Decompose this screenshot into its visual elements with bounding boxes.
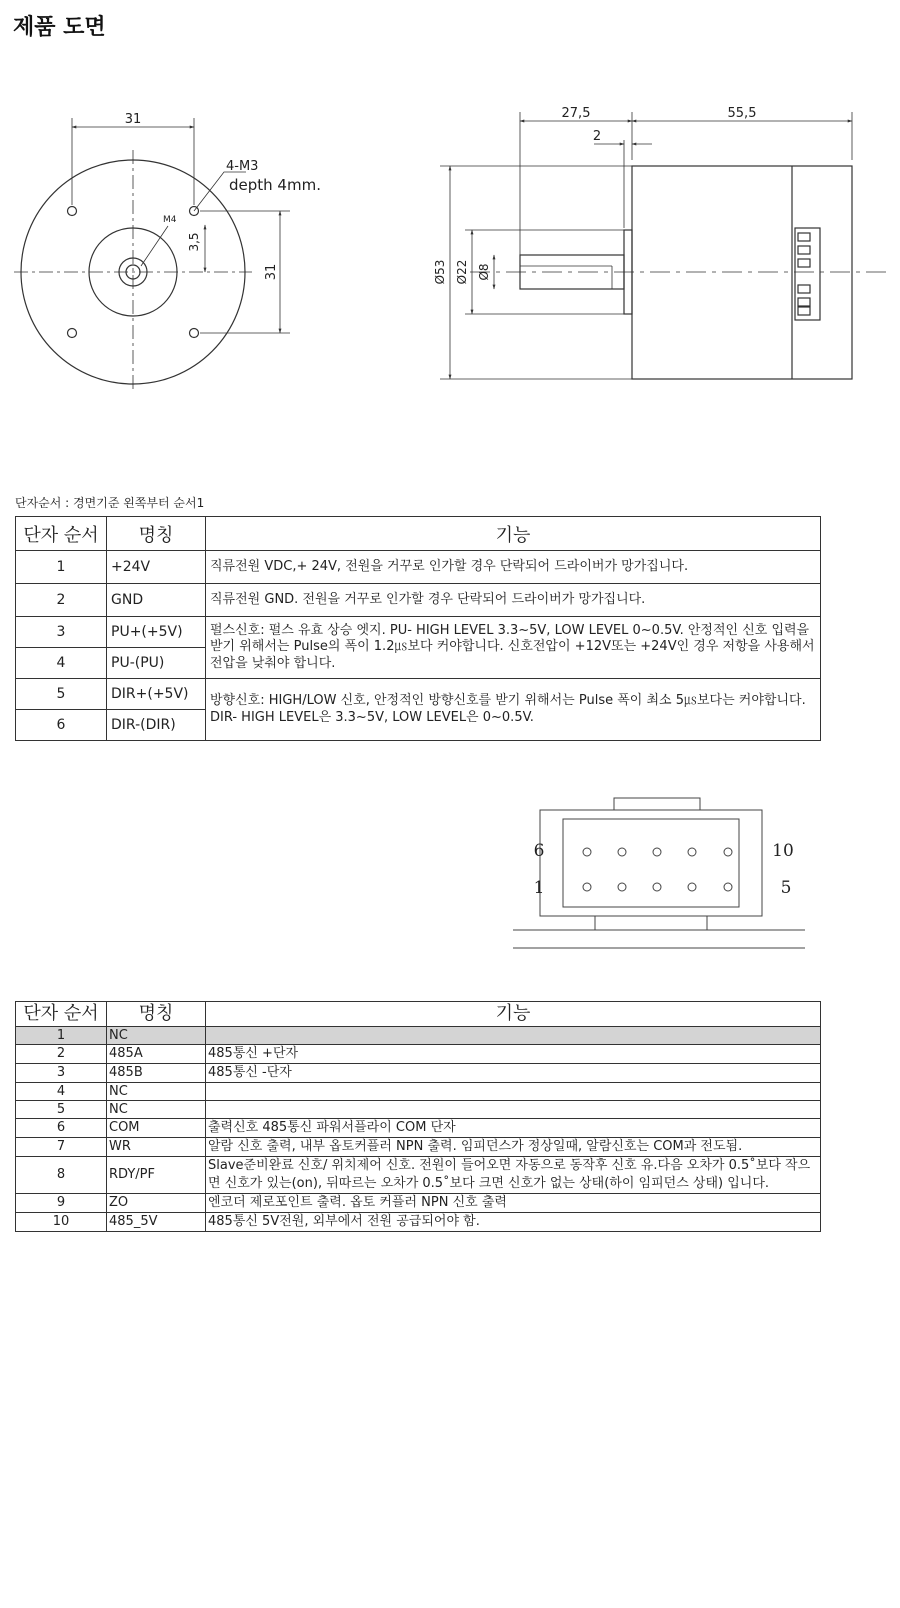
table-row bbox=[16, 1213, 821, 1232]
table-row bbox=[16, 1194, 821, 1213]
table-row bbox=[16, 1101, 821, 1119]
cell-num: 10 bbox=[16, 1213, 107, 1232]
cell-name: DIR+(+5V) bbox=[107, 679, 206, 710]
terminal-table-2 bbox=[15, 1001, 821, 1232]
cell-num: 5 bbox=[16, 1101, 107, 1119]
dim-body-length: 55,5 bbox=[727, 106, 757, 121]
cell-name: NC bbox=[107, 1027, 206, 1045]
cell-desc bbox=[206, 1101, 821, 1119]
mount-hole bbox=[68, 207, 77, 216]
cell-name: 485B bbox=[107, 1064, 206, 1083]
hole-depth-label: depth 4mm. bbox=[229, 176, 321, 194]
terminal-order-note: 단자순서 : 경면기준 왼쪽부터 순서1 bbox=[15, 496, 205, 510]
dia-shaft-label: Ø8 bbox=[477, 263, 491, 281]
cell-desc: 직류전원 VDC,+ 24V, 전원을 거꾸로 인가할 경우 단락되어 드라이버가 망가집니다. bbox=[206, 551, 821, 584]
cell-name: NC bbox=[107, 1101, 206, 1119]
product-drawing bbox=[0, 95, 900, 395]
cell-num: 6 bbox=[16, 710, 107, 741]
table-row bbox=[16, 1157, 821, 1194]
cell-name: DIR-(DIR) bbox=[107, 710, 206, 741]
cell-name: WR bbox=[107, 1138, 206, 1157]
connector-diagram bbox=[510, 795, 810, 955]
col-header-name: 명칭 bbox=[107, 1002, 206, 1027]
dim-right-label: 31 bbox=[264, 263, 279, 281]
cell-desc: 엔코더 제로포인트 출력. 옵토 커플러 NPN 신호 출력 bbox=[206, 1194, 821, 1213]
cell-num: 3 bbox=[16, 1064, 107, 1083]
dim-top-label: 31 bbox=[124, 112, 142, 127]
cell-num: 4 bbox=[16, 648, 107, 679]
cell-name: 485A bbox=[107, 1045, 206, 1064]
col-header-name: 명칭 bbox=[107, 517, 206, 551]
table-row bbox=[16, 1083, 821, 1101]
col-header-order: 단자 순서 bbox=[16, 517, 107, 551]
terminal-table-1 bbox=[15, 516, 821, 741]
cell-name: NC bbox=[107, 1083, 206, 1101]
cell-name: PU+(+5V) bbox=[107, 617, 206, 648]
pin-label-right-bottom: 5 bbox=[780, 878, 792, 898]
col-header-function: 기능 bbox=[206, 517, 821, 551]
cell-desc: 485통신 -단자 bbox=[206, 1064, 821, 1083]
col-header-function: 기능 bbox=[206, 1002, 821, 1027]
cell-desc: 방향신호: HIGH/LOW 신호, 안정적인 방향신호를 받기 위해서는 Pulse 폭이 최소 5㎲보다는 커야합니다. DIR- HIGH LEVEL은 3.3~5V, LOW LEVEL은 0~0.5V. bbox=[206, 679, 821, 741]
cell-desc: Slave준비완료 신호/ 위치제어 신호. 전원이 들어오면 자동으로 동작후 신호 유.다음 오차가 0.5˚보다 작으면 신호가 있는(on), 뒤따르는 오차가 0.5˚보다 크면 신호가 없는 상태(하이 임피던스 상태) 입니다. bbox=[206, 1157, 821, 1194]
dia-body-label: Ø53 bbox=[433, 259, 447, 285]
cell-num: 5 bbox=[16, 679, 107, 710]
motor-body bbox=[632, 166, 852, 379]
mount-hole bbox=[190, 329, 199, 338]
cell-desc: 직류전원 GND. 전원을 거꾸로 인가할 경우 단락되어 드라이버가 망가집니다. bbox=[206, 584, 821, 617]
cell-desc bbox=[206, 1083, 821, 1101]
cell-name: GND bbox=[107, 584, 206, 617]
offset-label: 3,5 bbox=[187, 232, 201, 252]
cell-desc: 485통신 5V전원, 외부에서 전원 공급되어야 함. bbox=[206, 1213, 821, 1232]
cell-desc: 펄스신호: 펄스 유효 상승 엣지. PU- HIGH LEVEL 3.3~5V, LOW LEVEL 0~0.5V. 안정적인 신호 입력을 받기 위해서는 Pulse의 폭이 1.2㎲보다 커야합니다. 신호전압이 +12V또는 +24V인 경우 저항을 사용해서 전압을 낮춰야 합니다. bbox=[206, 617, 821, 679]
cell-desc bbox=[206, 1027, 821, 1045]
cell-num: 1 bbox=[16, 1027, 107, 1045]
dim-shaft-length: 27,5 bbox=[561, 106, 591, 121]
table-row bbox=[16, 551, 821, 584]
side-view bbox=[440, 112, 890, 379]
table-row bbox=[16, 1119, 821, 1138]
pin-label-left-bottom: 1 bbox=[533, 878, 545, 898]
table-row bbox=[16, 584, 821, 617]
cell-num: 6 bbox=[16, 1119, 107, 1138]
cell-num: 3 bbox=[16, 617, 107, 648]
m4-label: M4 bbox=[163, 215, 177, 225]
cell-name: PU-(PU) bbox=[107, 648, 206, 679]
dia-flange-label: Ø22 bbox=[455, 259, 469, 285]
mount-hole bbox=[68, 329, 77, 338]
cell-name: +24V bbox=[107, 551, 206, 584]
cell-num: 8 bbox=[16, 1157, 107, 1194]
cell-num: 4 bbox=[16, 1083, 107, 1101]
cell-num: 2 bbox=[16, 584, 107, 617]
cell-name: RDY/PF bbox=[107, 1157, 206, 1194]
cell-name: COM bbox=[107, 1119, 206, 1138]
hole-label: 4-M3 bbox=[226, 159, 259, 174]
table-row bbox=[16, 617, 821, 648]
pin-label-left-top: 6 bbox=[533, 841, 545, 861]
cell-name: ZO bbox=[107, 1194, 206, 1213]
table-row bbox=[16, 679, 821, 710]
dim-step: 2 bbox=[592, 129, 602, 144]
cell-num: 7 bbox=[16, 1138, 107, 1157]
cell-num: 2 bbox=[16, 1045, 107, 1064]
page-title: 제품 도면 bbox=[13, 15, 106, 40]
cell-desc: 출력신호 485통신 파워서플라이 COM 단자 bbox=[206, 1119, 821, 1138]
cell-num: 9 bbox=[16, 1194, 107, 1213]
cell-num: 1 bbox=[16, 551, 107, 584]
cell-desc: 알람 신호 출력, 내부 옵토커플러 NPN 출력. 임피던스가 정상일때, 알람신호는 COM과 전도됨. bbox=[206, 1138, 821, 1157]
col-header-order: 단자 순서 bbox=[16, 1002, 107, 1027]
pin-label-right-top: 10 bbox=[772, 841, 794, 861]
cell-name: 485_5V bbox=[107, 1213, 206, 1232]
table-row bbox=[16, 1027, 821, 1045]
cell-desc: 485통신 +단자 bbox=[206, 1045, 821, 1064]
table-row bbox=[16, 1064, 821, 1083]
table-row bbox=[16, 1045, 821, 1064]
table-row bbox=[16, 1138, 821, 1157]
